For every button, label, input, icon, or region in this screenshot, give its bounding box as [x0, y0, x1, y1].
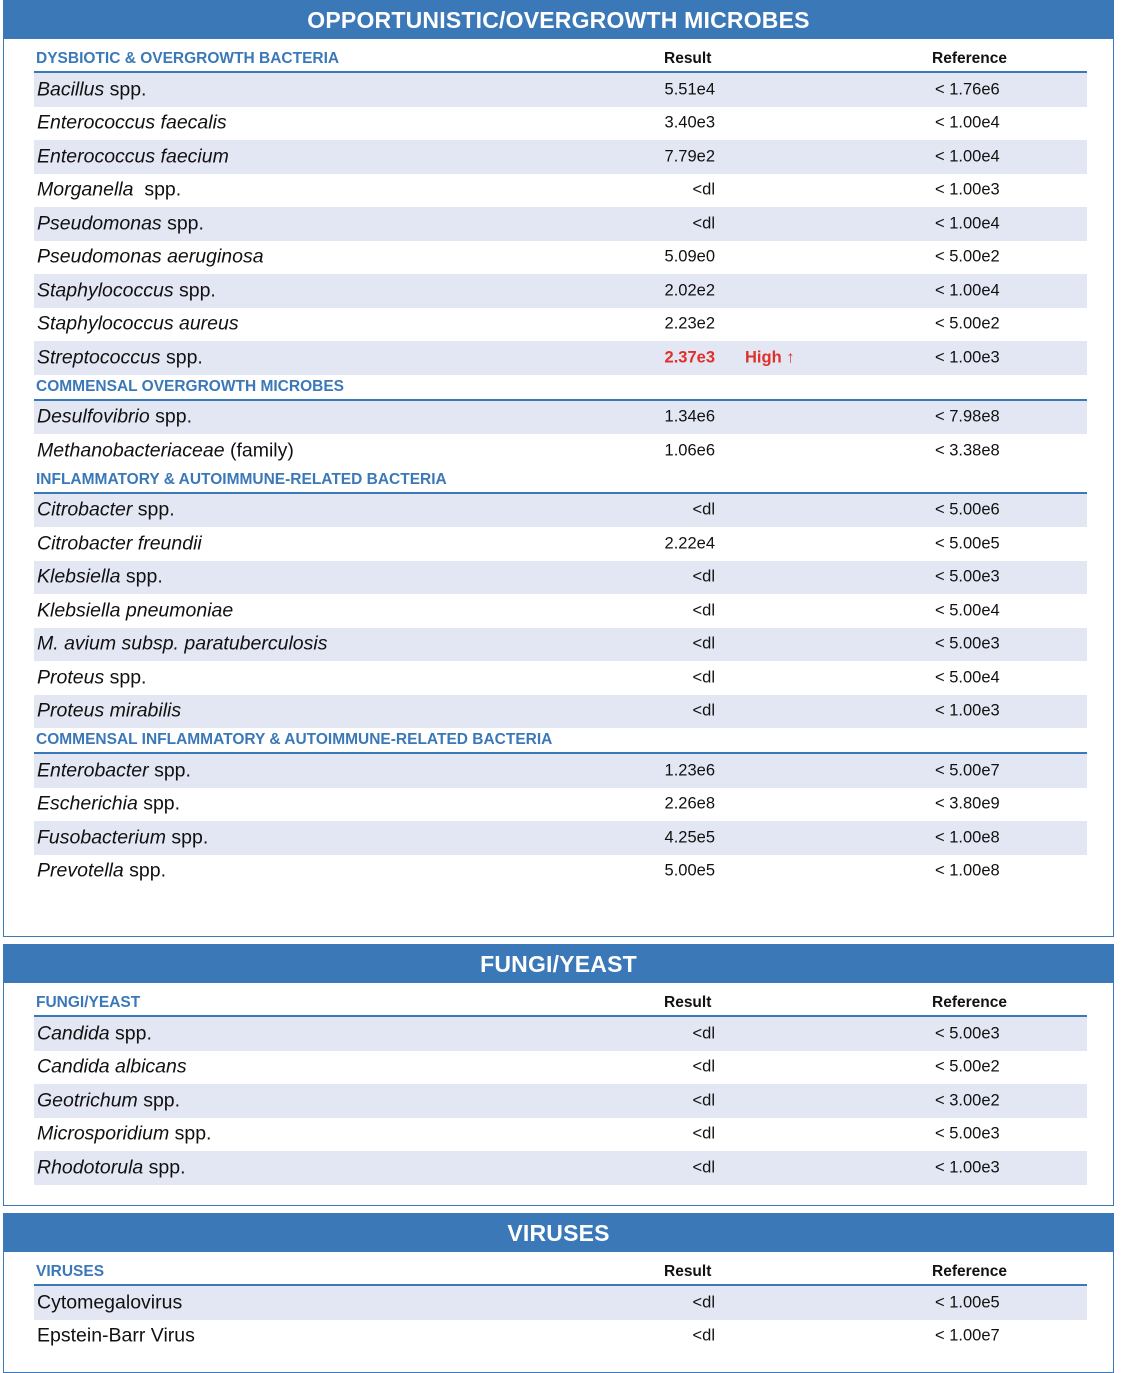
result-value: <dl	[692, 1158, 715, 1177]
table-row	[34, 1118, 1087, 1152]
result-value: 2.37e3	[664, 348, 715, 367]
organism-genus: Fusobacterium	[37, 826, 166, 849]
organism-genus: Prevotella	[37, 859, 124, 882]
section-title: DYSBIOTIC & OVERGROWTH BACTERIA	[36, 50, 340, 67]
organism-genus: Candida	[37, 1022, 110, 1045]
reference-value: < 5.00e7	[935, 761, 1000, 780]
result-value: 1.34e6	[664, 407, 715, 426]
high-flag: High ↑	[745, 348, 795, 367]
result-column-header: Result	[664, 1263, 712, 1280]
reference-value: < 1.00e7	[935, 1326, 1000, 1345]
organism-name	[37, 499, 175, 522]
organism-name	[37, 826, 208, 849]
organism-genus: Staphylococcus	[37, 279, 174, 302]
organism-suffix: (family)	[224, 439, 294, 462]
organism-name	[37, 666, 146, 689]
organism-suffix: spp.	[104, 666, 147, 689]
organism-name	[37, 860, 166, 883]
result-value: <dl	[692, 1057, 715, 1076]
organism-genus: Escherichia	[37, 792, 138, 815]
result-value: <dl	[692, 701, 715, 720]
panel-fungi-yeast	[3, 944, 1114, 1206]
organism-suffix: spp.	[173, 279, 216, 302]
organism-genus: Enterococcus faecium	[37, 145, 229, 168]
result-value: <dl	[692, 634, 715, 653]
organism-name	[37, 406, 192, 429]
reference-value: < 3.80e9	[935, 794, 1000, 813]
reference-value: < 5.00e6	[935, 500, 1000, 519]
table-row	[34, 1151, 1087, 1185]
organism-suffix: Cytomegalovirus	[37, 1291, 183, 1314]
reference-value: < 1.00e4	[935, 214, 1000, 233]
organism-name	[37, 793, 180, 816]
organism-genus: Desulfovibrio	[37, 405, 150, 428]
organism-genus: Citrobacter freundii	[37, 532, 202, 555]
organism-genus: Rhodotorula	[37, 1156, 144, 1179]
table-row	[34, 1286, 1087, 1320]
table-row	[34, 1320, 1087, 1354]
organism-name	[37, 1089, 180, 1112]
organism-name	[37, 439, 294, 462]
table-row	[34, 821, 1087, 855]
reference-value: < 5.00e2	[935, 247, 1000, 266]
reference-value: < 5.00e4	[935, 668, 1000, 687]
organism-suffix: spp.	[143, 1156, 186, 1179]
result-column-header: Result	[664, 50, 712, 67]
reference-value: < 1.00e3	[935, 1158, 1000, 1177]
result-value: 2.23e2	[664, 314, 715, 333]
reference-value: < 1.00e4	[935, 147, 1000, 166]
result-column-header: Result	[664, 994, 712, 1011]
table-row	[34, 754, 1087, 788]
organism-genus: Klebsiella pneumoniae	[37, 599, 234, 622]
organism-genus: Enterococcus faecalis	[37, 111, 227, 134]
panel-title: FUNGI/YEAST	[4, 945, 1113, 983]
organism-name	[37, 1291, 182, 1314]
result-value: <dl	[692, 1124, 715, 1143]
result-value: 5.51e4	[664, 80, 715, 99]
section-title: INFLAMMATORY & AUTOIMMUNE-RELATED BACTERIA	[36, 470, 447, 488]
panel-body	[34, 47, 1087, 888]
organism-name	[37, 1156, 186, 1179]
table-row	[34, 107, 1087, 141]
organism-suffix: spp.	[148, 759, 191, 782]
organism-suffix: spp.	[123, 859, 166, 882]
table-row	[34, 1051, 1087, 1085]
organism-name	[37, 1123, 211, 1146]
result-value: 4.25e5	[664, 828, 715, 847]
reference-value: < 1.00e3	[935, 180, 1000, 199]
table-row	[34, 695, 1087, 729]
table-row	[34, 341, 1087, 375]
section-header	[34, 375, 1087, 401]
section-title: VIRUSES	[36, 1263, 105, 1280]
table-row	[34, 140, 1087, 174]
reference-value: < 5.00e4	[935, 601, 1000, 620]
organism-genus: Geotrichum	[37, 1089, 138, 1112]
result-value: <dl	[692, 567, 715, 586]
reference-value: < 5.00e3	[935, 634, 1000, 653]
reference-value: < 1.00e3	[935, 348, 1000, 367]
result-value: <dl	[692, 668, 715, 687]
section-header	[34, 47, 1087, 73]
panel-body	[34, 1260, 1087, 1353]
result-value: <dl	[692, 180, 715, 199]
panel-title: OPPORTUNISTIC/OVERGROWTH MICROBES	[4, 1, 1113, 39]
table-row	[34, 494, 1087, 528]
reference-column-header: Reference	[932, 994, 1007, 1011]
reference-value: < 5.00e3	[935, 1124, 1000, 1143]
table-row	[34, 434, 1087, 468]
organism-name	[37, 1022, 152, 1045]
table-row	[34, 855, 1087, 889]
table-row	[34, 174, 1087, 208]
organism-name	[37, 145, 229, 168]
organism-name	[37, 1325, 195, 1348]
organism-suffix: spp.	[165, 826, 209, 849]
result-value: <dl	[692, 1326, 715, 1345]
result-value: 2.02e2	[664, 281, 715, 300]
organism-name	[37, 759, 191, 782]
section-title: COMMENSAL INFLAMMATORY & AUTOIMMUNE-RELATED BACTERIA	[36, 731, 553, 748]
organism-suffix: spp.	[149, 405, 192, 428]
reference-column-header: Reference	[932, 1263, 1007, 1280]
table-row	[34, 788, 1087, 822]
organism-suffix: Epstein-Barr Virus	[37, 1324, 195, 1347]
table-row	[34, 561, 1087, 595]
panel-title: VIRUSES	[4, 1214, 1113, 1252]
organism-suffix: spp.	[169, 1122, 212, 1145]
result-value: 2.26e8	[664, 794, 715, 813]
organism-genus: Pseudomonas aeruginosa	[37, 245, 264, 268]
organism-name	[37, 246, 264, 269]
organism-genus: Methanobacteriaceae	[37, 439, 225, 462]
reference-value: < 3.38e8	[935, 441, 1000, 460]
result-value: 7.79e2	[664, 147, 715, 166]
organism-genus: Bacillus	[37, 78, 105, 101]
organism-suffix: spp.	[161, 212, 204, 235]
table-row	[34, 401, 1087, 435]
section-header	[34, 1260, 1087, 1286]
organism-name	[37, 700, 181, 723]
result-value: 1.06e6	[664, 441, 715, 460]
organism-genus: Enterobacter	[37, 759, 149, 782]
organism-genus: Proteus mirabilis	[37, 699, 182, 722]
organism-genus: Proteus	[37, 666, 105, 689]
section-header	[34, 728, 1087, 754]
reference-value: < 1.00e5	[935, 1293, 1000, 1312]
reference-value: < 7.98e8	[935, 407, 1000, 426]
table-row	[34, 1017, 1087, 1051]
organism-genus: Klebsiella	[37, 565, 121, 588]
organism-name	[37, 279, 216, 302]
section-header	[34, 468, 1087, 494]
table-row	[34, 308, 1087, 342]
result-value: 2.22e4	[664, 534, 715, 553]
organism-name	[37, 599, 233, 622]
section-title: COMMENSAL OVERGROWTH MICROBES	[36, 377, 344, 395]
organism-name	[37, 179, 181, 202]
organism-suffix: spp.	[120, 565, 163, 588]
organism-suffix: spp.	[132, 498, 175, 521]
section-header	[34, 991, 1087, 1017]
panel-viruses	[3, 1213, 1114, 1373]
table-row	[34, 661, 1087, 695]
organism-genus: Morganella	[37, 178, 134, 201]
reference-value: < 1.76e6	[935, 80, 1000, 99]
result-value: <dl	[692, 601, 715, 620]
organism-suffix: spp.	[137, 792, 181, 815]
section-title: FUNGI/YEAST	[36, 994, 141, 1011]
organism-suffix: spp.	[137, 1089, 181, 1112]
organism-genus: Candida albicans	[37, 1055, 187, 1078]
table-row	[34, 274, 1087, 308]
organism-genus: Pseudomonas	[37, 212, 162, 235]
reference-column-header: Reference	[932, 50, 1007, 67]
organism-name	[37, 346, 203, 369]
organism-name	[37, 112, 227, 135]
reference-value: < 5.00e2	[935, 1057, 1000, 1076]
organism-name	[37, 78, 146, 101]
reference-value: < 5.00e2	[935, 314, 1000, 333]
panel-opportunistic-microbes	[3, 0, 1114, 937]
table-row	[34, 628, 1087, 662]
result-value: <dl	[692, 1091, 715, 1110]
organism-name	[37, 566, 163, 589]
reference-value: < 3.00e2	[935, 1091, 1000, 1110]
organism-genus: Microsporidium	[37, 1122, 170, 1145]
reference-value: < 5.00e3	[935, 1024, 1000, 1043]
table-row	[34, 594, 1087, 628]
organism-genus: Streptococcus	[37, 346, 161, 369]
reference-value: < 1.00e8	[935, 828, 1000, 847]
organism-name	[37, 633, 327, 656]
organism-genus: M. avium subsp. paratuberculosis	[37, 632, 328, 655]
reference-value: < 1.00e4	[935, 281, 1000, 300]
organism-name	[37, 212, 204, 235]
result-value: 5.09e0	[664, 247, 715, 266]
organism-suffix: spp.	[104, 78, 147, 101]
result-value: <dl	[692, 214, 715, 233]
table-row	[34, 241, 1087, 275]
panel-body	[34, 991, 1087, 1185]
organism-genus: Staphylococcus aureus	[37, 312, 239, 335]
result-value: 5.00e5	[664, 861, 715, 880]
organism-suffix: spp.	[133, 178, 182, 201]
organism-name	[37, 313, 239, 336]
result-value: 1.23e6	[664, 761, 715, 780]
table-row	[34, 73, 1087, 107]
reference-value: < 5.00e5	[935, 534, 1000, 553]
organism-suffix: spp.	[160, 346, 203, 369]
result-value: <dl	[692, 1293, 715, 1312]
table-row	[34, 207, 1087, 241]
table-row	[34, 1084, 1087, 1118]
reference-value: < 5.00e3	[935, 567, 1000, 586]
table-row	[34, 527, 1087, 561]
organism-name	[37, 532, 202, 555]
reference-value: < 1.00e4	[935, 113, 1000, 132]
organism-name	[37, 1056, 187, 1079]
result-value: <dl	[692, 500, 715, 519]
reference-value: < 1.00e3	[935, 701, 1000, 720]
organism-suffix: spp.	[109, 1022, 152, 1045]
result-value: <dl	[692, 1024, 715, 1043]
organism-genus: Citrobacter	[37, 498, 133, 521]
reference-value: < 1.00e8	[935, 861, 1000, 880]
result-value: 3.40e3	[664, 113, 715, 132]
